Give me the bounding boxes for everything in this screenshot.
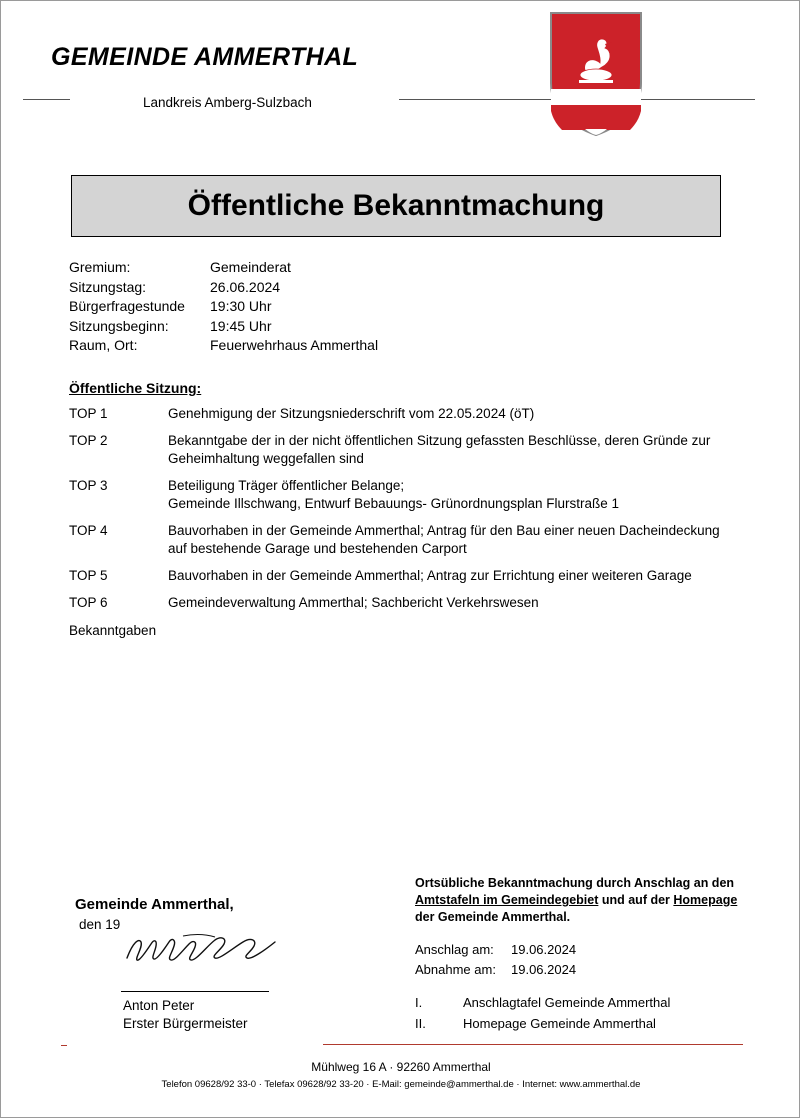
handwritten-signature-icon xyxy=(123,932,283,966)
signature-line xyxy=(121,991,269,992)
posting-date-value: 19.06.2024 xyxy=(511,962,577,977)
agenda-item-line2: auf bestehende Garage und bestehenden Carport xyxy=(168,541,467,556)
posting-location-number: II. xyxy=(415,1016,426,1031)
footer-contact: Telefon 09628/92 33-0 · Telefax 09628/92 33-20 · E-Mail: gemeinde@ammerthal.de · Internet: www.ammerthal.de xyxy=(161,1079,641,1090)
posting-locations xyxy=(415,992,670,1034)
meta-value: 26.06.2024 xyxy=(210,278,281,295)
agenda-item-text xyxy=(168,477,779,513)
agenda-item xyxy=(69,522,779,558)
signature-date: den 19 xyxy=(79,917,121,932)
agenda-item xyxy=(69,432,779,468)
signature-block xyxy=(75,896,375,1031)
agenda-item-line2: Gemeinde Illschwang, Entwurf Bebauungs- Grünordnungsplan Flurstraße 1 xyxy=(168,496,619,511)
meta-row xyxy=(69,336,669,356)
meta-label: Gremium: xyxy=(69,259,131,275)
title-box xyxy=(71,175,721,237)
agenda-item-text xyxy=(168,522,779,558)
posting-date-row xyxy=(415,940,576,960)
posting-location-row xyxy=(415,1013,670,1034)
agenda-item-key: TOP 4 xyxy=(69,523,108,538)
meta-value: Feuerwehrhaus Ammerthal xyxy=(210,337,379,353)
agenda-item-key: TOP 6 xyxy=(69,595,108,610)
agenda-item-line1: Bauvorhaben in der Gemeinde Ammerthal; Antrag zur Errichtung einer weiteren Garage xyxy=(168,568,692,583)
posting-date-label: Anschlag am: xyxy=(415,942,494,957)
agenda-item xyxy=(69,477,779,513)
posting-notice-part2: und auf der xyxy=(598,893,674,907)
footer-rule-left xyxy=(61,1045,67,1046)
posting-notice xyxy=(415,875,745,926)
meta-value: 19:30 Uhr xyxy=(210,298,272,314)
page-title: Öffentliche Bekanntmachung xyxy=(187,189,605,222)
meta-row xyxy=(69,258,669,278)
agenda-item xyxy=(69,594,779,612)
agenda-item-key: TOP 1 xyxy=(69,406,108,421)
document-footer xyxy=(1,1060,800,1090)
meta-label: Sitzungsbeginn: xyxy=(69,317,169,334)
posting-location-label: Homepage Gemeinde Ammerthal xyxy=(463,1016,656,1031)
section-heading: Öffentliche Sitzung: xyxy=(69,380,202,396)
agenda-item-text xyxy=(168,405,779,423)
posting-location-row xyxy=(415,992,670,1013)
announcements-label: Bekanntgaben xyxy=(69,623,157,638)
agenda-item-text xyxy=(168,567,779,585)
posting-date-row xyxy=(415,960,576,980)
agenda-item-key: TOP 3 xyxy=(69,478,108,493)
agenda-list xyxy=(69,405,779,621)
meta-row xyxy=(69,297,669,317)
footer-rule xyxy=(323,1044,743,1045)
meta-value: Gemeinderat xyxy=(210,259,291,275)
meeting-details xyxy=(69,258,669,356)
agenda-item-line1: Beteiligung Träger öffentlicher Belange; xyxy=(168,478,405,493)
posting-location-number: I. xyxy=(415,995,423,1010)
coat-of-arms-icon xyxy=(549,11,643,137)
district-name: Landkreis Amberg-Sulzbach xyxy=(143,95,312,110)
posting-notice-homepage: Homepage xyxy=(673,893,738,907)
agenda-item xyxy=(69,567,779,585)
meta-row xyxy=(69,317,669,337)
header-rule-left xyxy=(23,99,70,100)
agenda-item-line1: Bekanntgabe der in der nicht öffentlichen Sitzung gefassten Beschlüsse, deren Gründe zur xyxy=(168,433,711,448)
meta-label: Sitzungstag: xyxy=(69,278,147,295)
agenda-item-line1: Genehmigung der Sitzungsniederschrift vom 22.05.2024 (öT) xyxy=(168,406,535,421)
signature-municipality: Gemeinde Ammerthal, xyxy=(75,896,234,913)
meta-label: Raum, Ort: xyxy=(69,337,138,353)
meta-value: 19:45 Uhr xyxy=(210,317,272,334)
agenda-item-text xyxy=(168,432,779,468)
signatory xyxy=(123,997,248,1033)
posting-date-label: Abnahme am: xyxy=(415,962,496,977)
municipality-name: GEMEINDE AMMERTHAL xyxy=(51,43,359,71)
document-header xyxy=(1,1,800,151)
posting-location-label: Anschlagtafel Gemeinde Ammerthal xyxy=(463,995,671,1010)
footer-address: Mühlweg 16 A · 92260 Ammerthal xyxy=(311,1060,491,1074)
agenda-item-line1: Bauvorhaben in der Gemeinde Ammerthal; Antrag für den Bau einer neuen Dacheindeckung xyxy=(168,523,720,538)
agenda-item-line2: Geheimhaltung weggefallen sind xyxy=(168,451,364,466)
posting-notice-boards: Amtstafeln im Gemeindegebiet xyxy=(415,893,599,907)
signatory-role: Erster Bürgermeister xyxy=(123,1016,248,1031)
agenda-item-key: TOP 2 xyxy=(69,433,108,448)
agenda-item-line1: Gemeindeverwaltung Ammerthal; Sachbericht Verkehrswesen xyxy=(168,595,539,610)
posting-notice-part3: der Gemeinde Ammerthal. xyxy=(415,910,571,924)
posting-notice-part1: Ortsübliche Bekanntmachung durch Anschlag an den xyxy=(415,876,735,890)
posting-dates xyxy=(415,940,576,980)
agenda-item xyxy=(69,405,779,423)
meta-row xyxy=(69,278,669,298)
signatory-name: Anton Peter xyxy=(123,998,195,1013)
meta-label: Bürgerfragestunde xyxy=(69,298,185,314)
posting-date-value: 19.06.2024 xyxy=(511,942,577,957)
agenda-item-key: TOP 5 xyxy=(69,568,108,583)
agenda-item-text xyxy=(168,594,779,612)
